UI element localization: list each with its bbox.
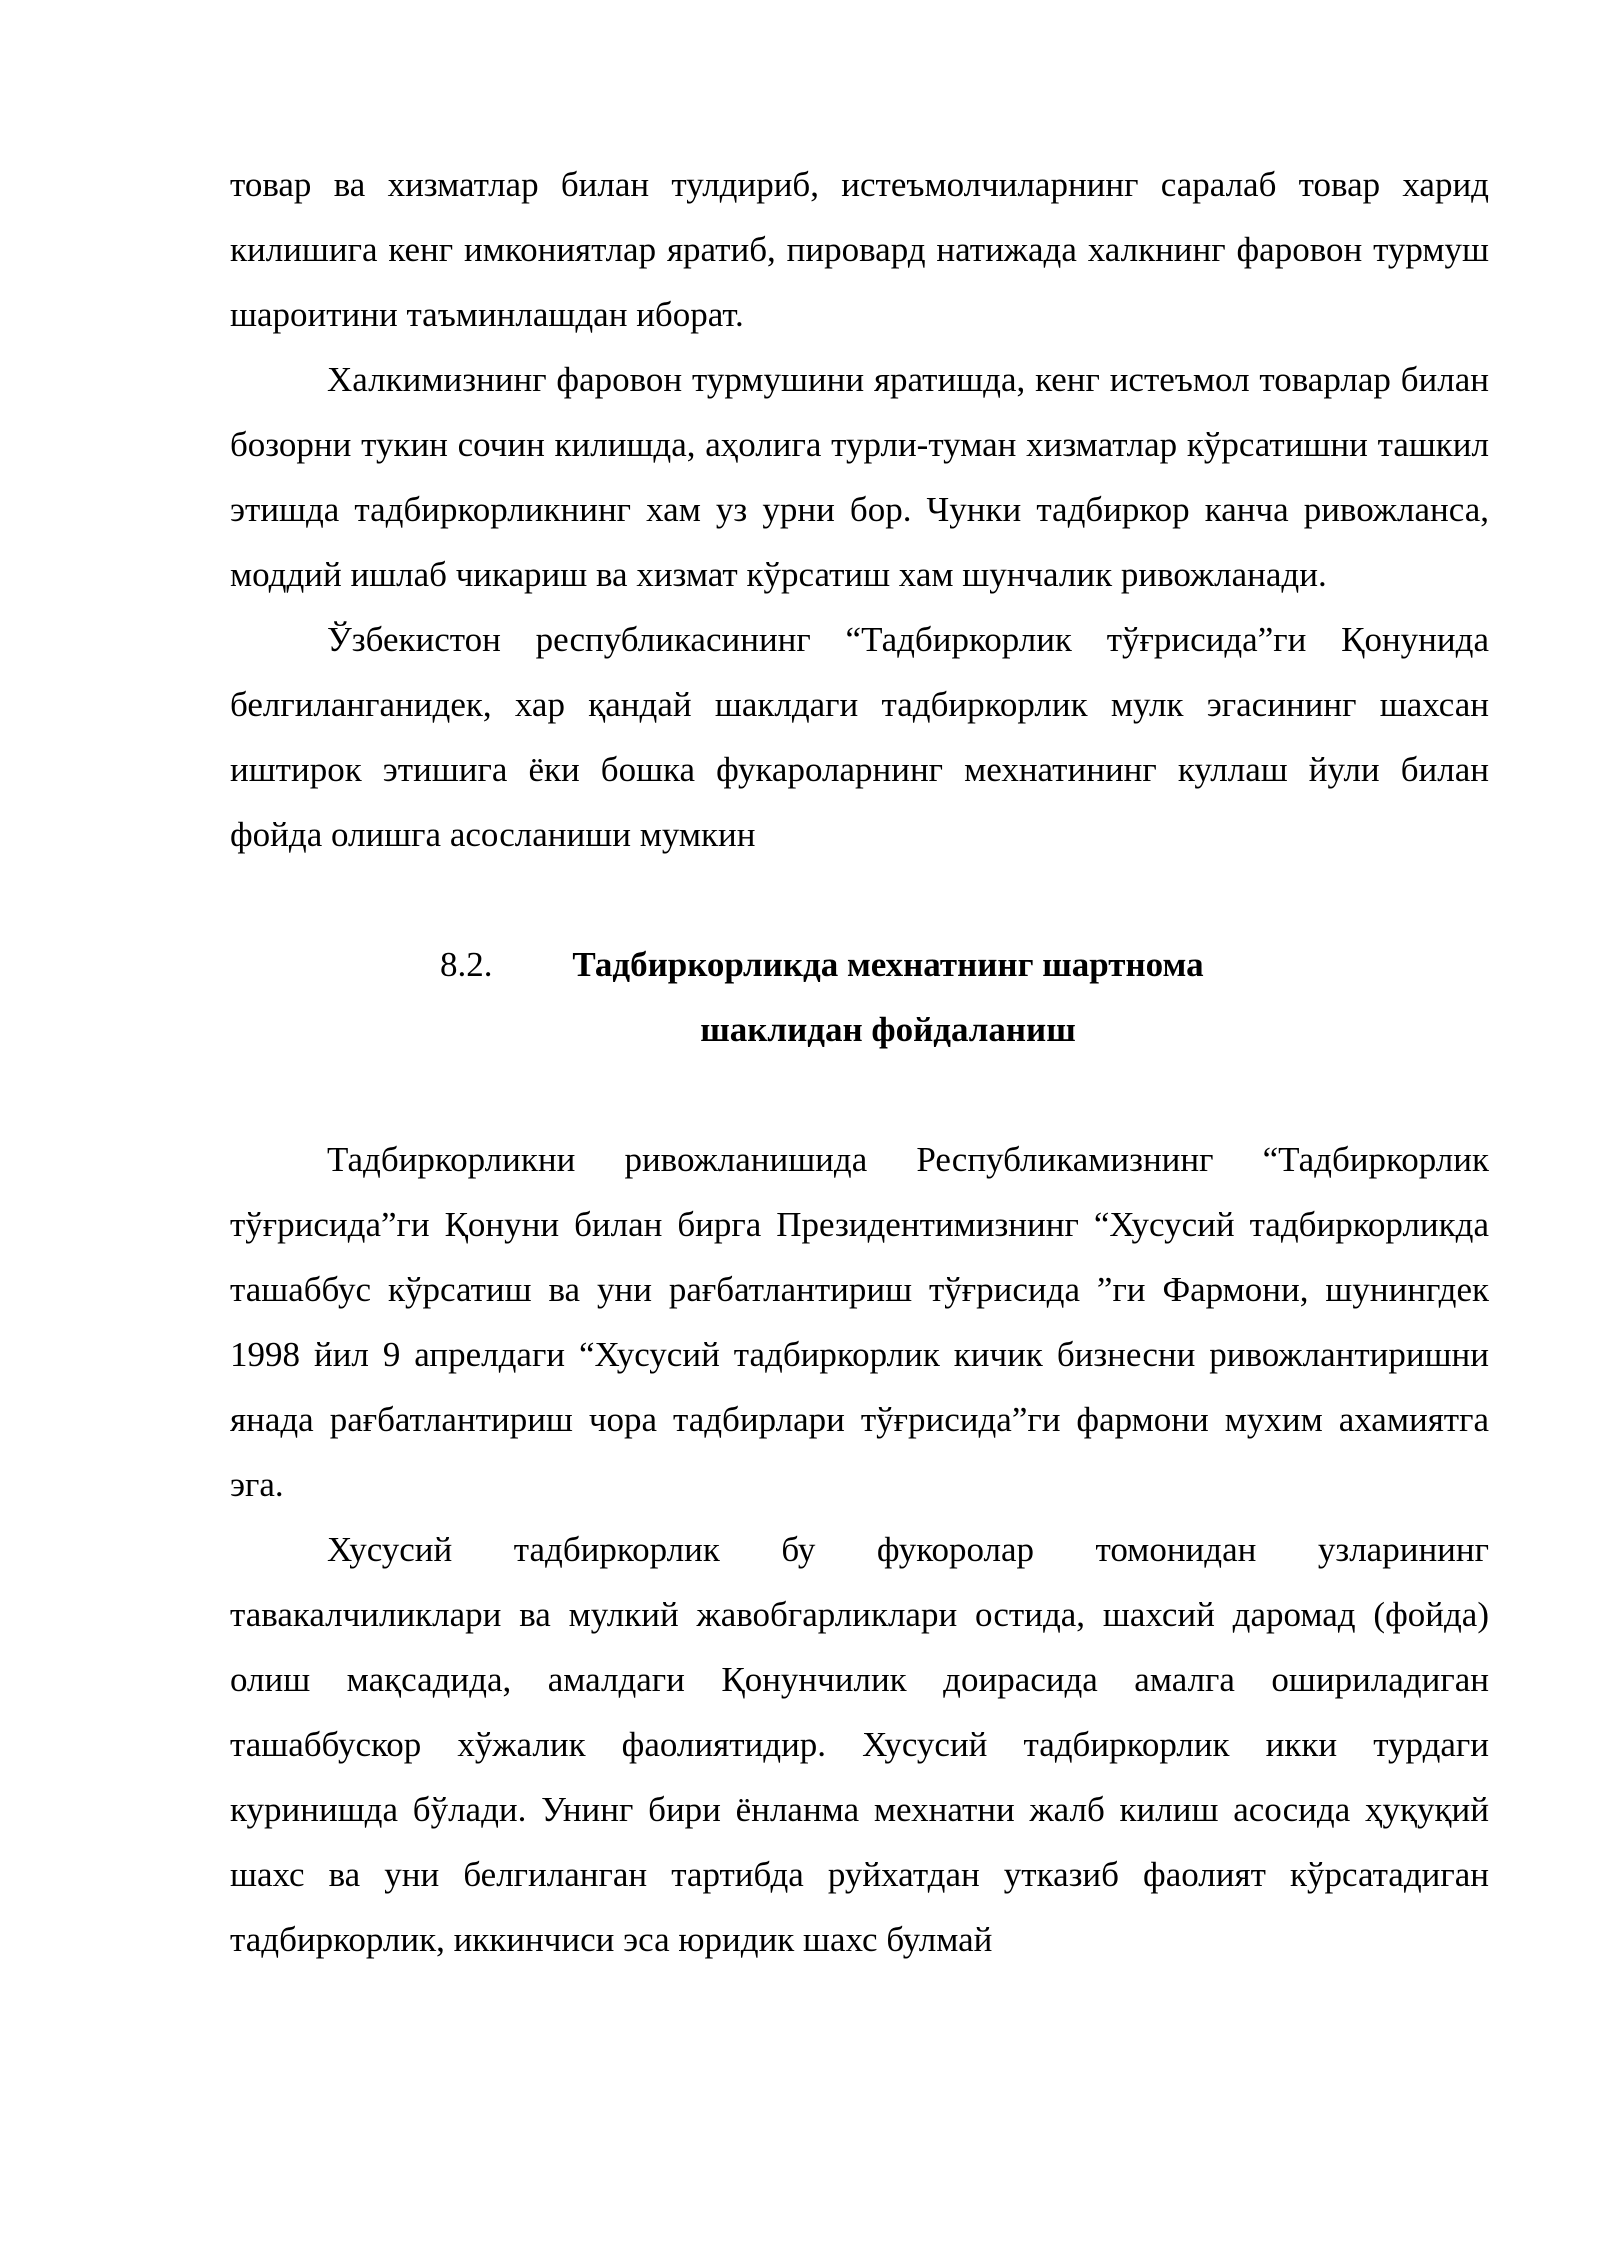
document-body — [230, 152, 1489, 1972]
section-title: Тадбиркорликда мехнатнинг шартнома шаклидан фойдаланиш — [572, 945, 1204, 1049]
paragraph-continuation: товар ва хизматлар билан тулдириб, истеъмолчиларнинг саралаб товар харид килишига кенг имкониятлар яратиб, пировард натижада халкнинг фаровон турмуш шароитини таъминлашдан иборат. — [230, 165, 1489, 334]
paragraph: Халкимизнинг фаровон турмушини яратишда, кенг истеъмол товарлар билан бозорни тукин сочин килишда, аҳолига турли-туман хизматлар кўрсатишни ташкил этишда тадбиркорликнинг хам уз урни бор. Чунки тадбиркор канча ривожланса, моддий ишлаб чикариш ва хизмат кўрсатиш хам шунчалик ривожланади. — [230, 360, 1489, 594]
paragraph: Хусусий тадбиркорлик бу фукоролар томонидан узларининг тавакалчиликлари ва мулкий жавобгарликлари остида, шахсий даромад (фойда) олиш мақсадида, амалдаги Қонунчилик доирасида амалга ошириладиган ташаббускор хўжалик фаолиятидир. Хусусий тадбиркорлик икки турдаги куринишда бўлади. Унинг бири ёнланма мехнатни жалб килиш асосида ҳуқуқий шахс ва уни белгиланган тартибда руйхатдан утказиб фаолият кўрсатадиган тадбиркорлик, иккинчиси эса юридик шахс булмай — [230, 1530, 1489, 1959]
paragraph: Ўзбекистон республикасининг “Тадбиркорлик тўғрисида”ги Қонунида белгиланганидек, хар қандай шаклдаги тадбиркорлик мулк эгасининг шахсан иштирок этишига ёки бошка фукароларнинг мехнатининг куллаш йули билан фойда олишга асосланиши мумкин — [230, 620, 1489, 854]
section-heading — [230, 932, 1489, 1127]
paragraph: Тадбиркорликни ривожланишида Республикамизнинг “Тадбиркорлик тўғрисида”ги Қонуни билан бирга Президентимизнинг “Хусусий тадбиркорликда ташаббус кўрсатиш ва уни рағбатлантириш тўғрисида ”ги Фармони, шунингдек 1998 йил 9 апрелдаги “Хусусий тадбиркорлик кичик бизнесни ривожлантиришни янада рағбатлантириш чора тадбирлари тўғрисида”ги фармони мухим ахамиятга эга. — [230, 1140, 1489, 1504]
section-number: 8.2. — [440, 945, 493, 984]
